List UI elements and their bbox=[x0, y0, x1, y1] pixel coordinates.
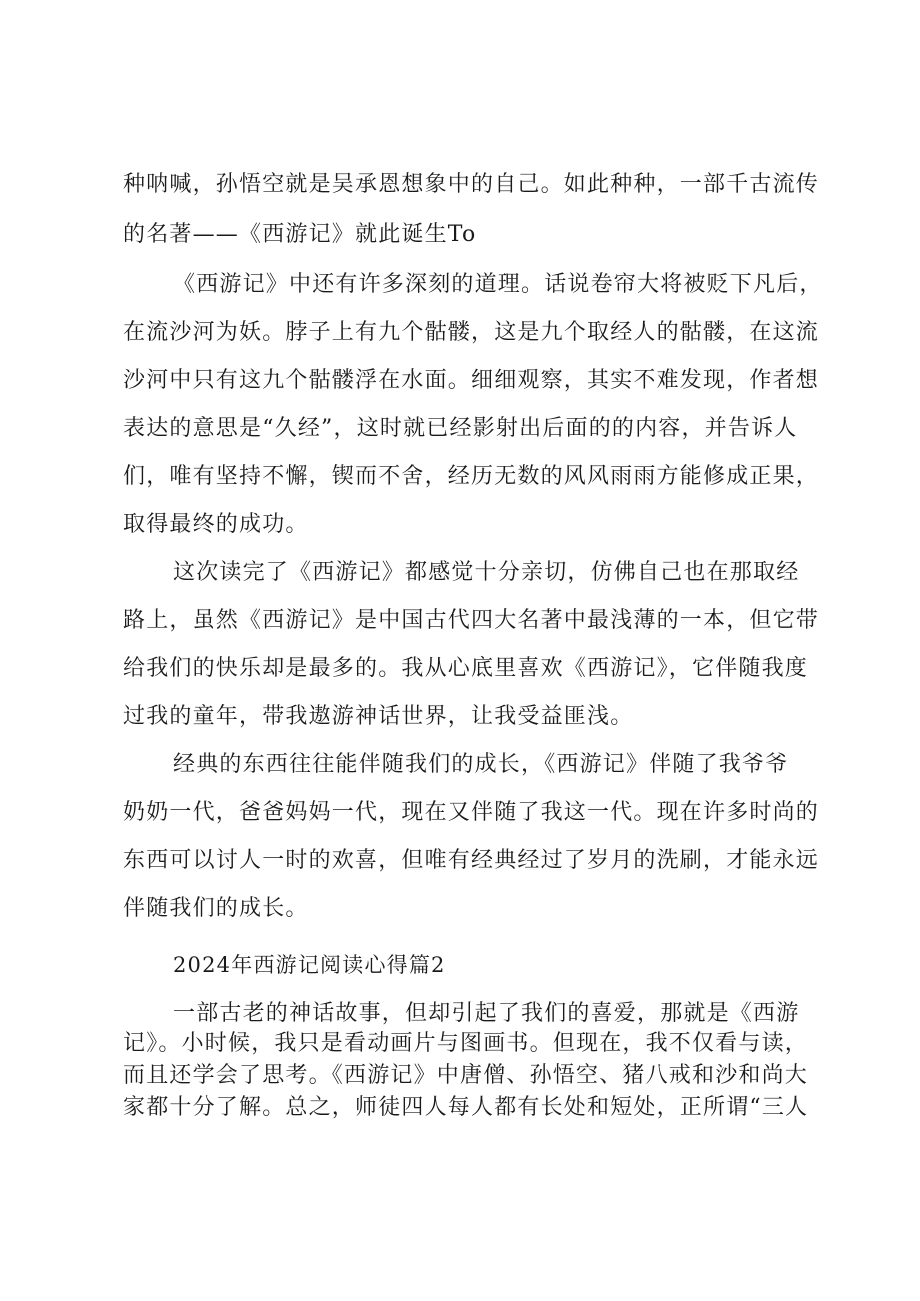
paragraph-line: 记》。小时候，我只是看动画片与图画书。但现在，我不仅看与读， bbox=[123, 1031, 809, 1056]
paragraph-line: 路上，虽然《西游记》是中国古代四大名著中最浅薄的一本，但它带 bbox=[123, 608, 820, 633]
paragraph-line: 《西游记》中还有许多深刻的道理。话说卷帘大将被贬下凡后， bbox=[173, 272, 823, 297]
paragraph-line: 这次读完了《西游记》都感觉十分亲切，仿佛自己也在那取经 bbox=[173, 560, 800, 585]
paragraph-line: 表达的意思是“久经”，这时就已经影射出后面的的内容，并告诉人 bbox=[123, 416, 798, 441]
paragraph-line: 而且还学会了思考。《西游记》中唐僧、孙悟空、猪八戒和沙和尚大 bbox=[123, 1063, 809, 1088]
paragraph-line: 经典的东西往往能伴随我们的成长，《西游记》伴随了我爷爷 bbox=[173, 752, 789, 777]
paragraph-line: 东西可以讨人一时的欢喜，但唯有经典经过了岁月的洗刷，才能永远 bbox=[123, 848, 820, 873]
paragraph-line: 给我们的快乐却是最多的。我从心底里喜欢《西游记》，它伴随我度 bbox=[123, 656, 809, 681]
paragraph-line: 种呐喊，孙悟空就是吴承恩想象中的自己。如此种种，一部千古流传 bbox=[123, 172, 820, 197]
paragraph-line: 的名著——《西游记》就此诞生To bbox=[123, 222, 477, 247]
paragraph-line: 们，唯有坚持不懈，锲而不舍，经历无数的风风雨雨方能修成正果， bbox=[123, 464, 820, 489]
paragraph-line: 取得最终的成功。 bbox=[123, 512, 309, 537]
paragraph-line: 奶奶一代，爸爸妈妈一代，现在又伴随了我这一代。现在许多时尚的 bbox=[123, 800, 820, 825]
paragraph-line: 一部古老的神话故事，但却引起了我们的喜爱，那就是《西游 bbox=[173, 1001, 800, 1026]
section-heading: 2024年西游记阅读心得篇2 bbox=[173, 953, 446, 977]
paragraph-line: 家都十分了解。总之，师徒四人每人都有长处和短处，正所谓“三人 bbox=[123, 1095, 809, 1120]
paragraph-line: 沙河中只有这九个骷髅浮在水面。细细观察，其实不难发现，作者想 bbox=[123, 368, 820, 393]
paragraph-line: 过我的童年，带我遨游神话世界，让我受益匪浅。 bbox=[123, 704, 634, 729]
paragraph-line: 伴随我们的成长。 bbox=[123, 896, 309, 921]
paragraph-line: 在流沙河为妖。脖子上有九个骷髅，这是九个取经人的骷髅，在这流 bbox=[123, 320, 820, 345]
